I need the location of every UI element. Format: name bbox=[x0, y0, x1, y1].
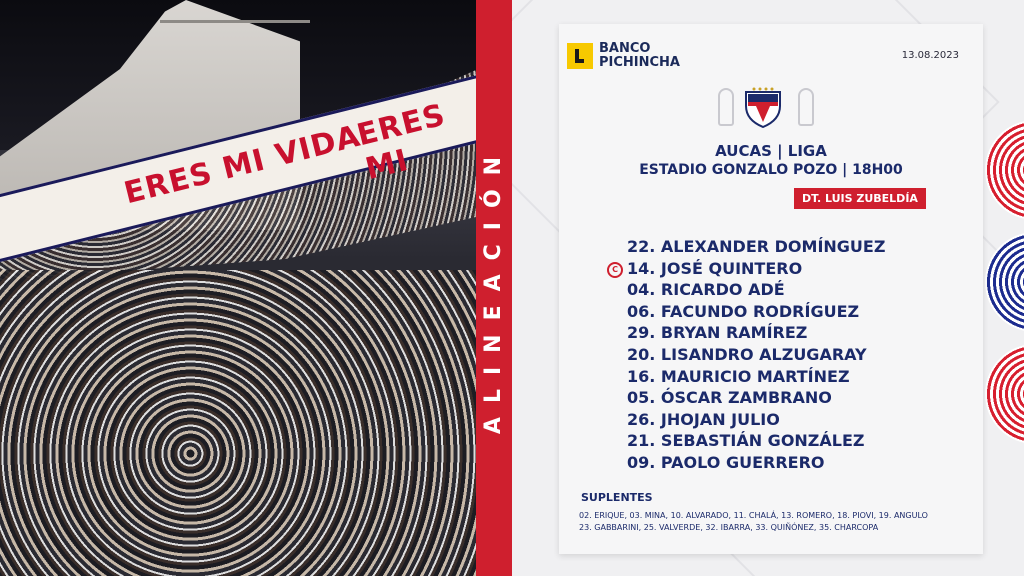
red-circle-pattern bbox=[985, 344, 1024, 444]
player-item: 20. LISANDRO ALZUGARAY bbox=[627, 344, 867, 364]
substitutes-line-2: 23. GABBARINI, 25. VALVERDE, 32. IBARRA, 33. QUIÑÓNEZ, 35. CHARCOPA bbox=[579, 523, 879, 532]
sponsor-line-1: BANCO bbox=[599, 41, 651, 56]
sponsor-name bbox=[599, 42, 680, 70]
player-item: 29. BRYAN RAMÍREZ bbox=[627, 323, 808, 343]
stadium-photo bbox=[0, 0, 476, 576]
players-list bbox=[627, 236, 885, 474]
coach-badge: DT. LUIS ZUBELDÍA bbox=[794, 188, 926, 209]
vertical-title-wrap bbox=[476, 0, 512, 576]
player-item: 16. MAURICIO MARTÍNEZ bbox=[627, 366, 850, 386]
substitutes-line-1: 02. ERIQUE, 03. MINA, 10. ALVARADO, 11. CHALÁ, 13. ROMERO, 18. PIOVI, 19. ANGULO bbox=[579, 511, 928, 520]
player-item: 21. SEBASTIÁN GONZÁLEZ bbox=[627, 431, 865, 451]
banner-text-1: ERES MI VIDA bbox=[120, 118, 365, 212]
match-venue: ESTADIO GONZALO POZO | 18H00 bbox=[639, 162, 903, 178]
captain-icon: C bbox=[607, 262, 623, 278]
player-item: 26. JHOJAN JULIO bbox=[627, 409, 780, 429]
sponsor-logo bbox=[567, 42, 680, 70]
player-item: 09. PAOLO GUERRERO bbox=[627, 452, 825, 472]
substitutes-list bbox=[579, 510, 979, 534]
blue-circle-pattern bbox=[985, 232, 1024, 332]
player-item: 06. FACUNDO RODRÍGUEZ bbox=[627, 301, 860, 321]
player-item: 14. JOSÉ QUINTERO bbox=[627, 258, 803, 278]
red-circle-pattern bbox=[985, 120, 1024, 220]
club-crest-icon bbox=[744, 86, 782, 128]
bank-logo-icon bbox=[567, 43, 593, 69]
substitutes-title: SUPLENTES bbox=[581, 491, 653, 504]
edge-decoration bbox=[985, 120, 1024, 455]
player-item: 05. ÓSCAR ZAMBRANO bbox=[627, 388, 832, 408]
vertical-title: ALINEACIÓN bbox=[481, 142, 507, 434]
player-item: 22. ALEXANDER DOMÍNGUEZ bbox=[627, 237, 886, 256]
sponsor-line-2: PICHINCHA bbox=[599, 55, 680, 70]
trophies-row bbox=[714, 86, 824, 130]
trophy-icon bbox=[798, 88, 814, 126]
player-item: 04. RICARDO ADÉ bbox=[627, 280, 785, 300]
match-date: 13.08.2023 bbox=[901, 50, 959, 61]
trophy-icon bbox=[718, 88, 734, 126]
lineup-card bbox=[559, 24, 983, 554]
banner-text-2: ERES MI bbox=[353, 97, 450, 188]
lower-crowd bbox=[0, 270, 476, 576]
match-teams: AUCAS | LIGA bbox=[715, 142, 827, 160]
roof-railing bbox=[160, 0, 310, 23]
